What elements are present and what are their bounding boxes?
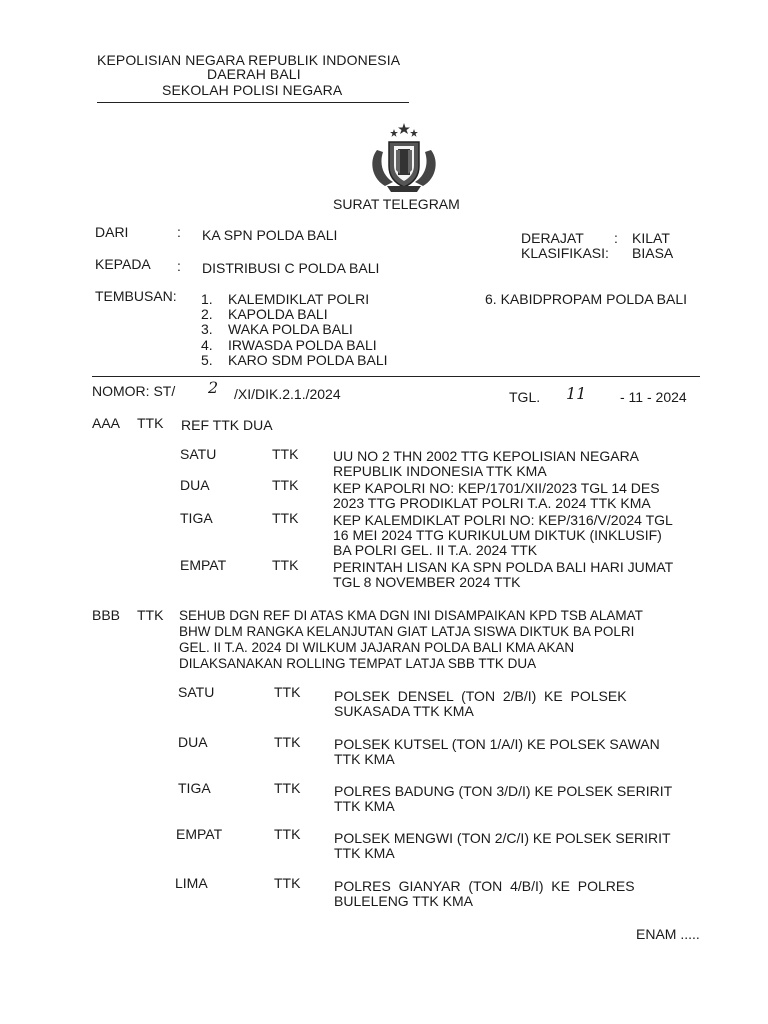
dari-colon: :: [177, 224, 181, 240]
tembusan-num: 1.: [201, 291, 213, 307]
item-line: TTK KMA: [334, 798, 395, 814]
item-ttk: TTK: [272, 557, 299, 573]
item-line: UU NO 2 THN 2002 TTG KEPOLISIAN NEGARA: [333, 448, 640, 464]
nomor-suffix: /XI/DIK.2.1./2024: [234, 386, 341, 402]
kepada-colon: :: [177, 258, 181, 274]
item-line: POLSEK MENGWI (TON 2/C/I) KE POLSEK SERIRIT: [334, 830, 671, 846]
kepada-value: DISTRIBUSI C POLDA BALI: [202, 260, 380, 276]
section-aaa-title: REF TTK DUA: [181, 417, 273, 433]
tembusan-num: 2.: [201, 306, 213, 322]
dari-label: DARI: [95, 224, 129, 240]
item-ttk: TTK: [274, 826, 301, 842]
nomor-label: NOMOR: ST/: [92, 383, 176, 399]
section-aaa-head: AAA: [92, 415, 121, 431]
polri-emblem-icon: [363, 120, 445, 196]
item-label: SATU: [180, 446, 217, 462]
tembusan-item: KALEMDIKLAT POLRI: [228, 291, 370, 307]
derajat-label: DERAJAT: [521, 230, 584, 246]
section-bbb-head: BBB: [92, 607, 121, 623]
tgl-rest: - 11 - 2024: [620, 389, 687, 405]
item-line: TTK KMA: [334, 845, 395, 861]
meta-divider: [92, 376, 700, 377]
item-ttk: TTK: [272, 477, 299, 493]
tembusan-item: KARO SDM POLDA BALI: [228, 352, 388, 368]
item-line: 2023 TTG PRODIKLAT POLRI T.A. 2024 TTK KMA: [333, 495, 651, 511]
institution-line-2: DAERAH BALI: [207, 66, 301, 82]
item-line: BULELENG TTK KMA: [334, 893, 474, 909]
bbb-paragraph-line: SEHUB DGN REF DI ATAS KMA DGN INI DISAMPAIKAN KPD TSB ALAMAT: [179, 608, 643, 623]
bbb-paragraph-line: GEL. II T.A. 2024 DI WILKUM JAJARAN POLDA BALI KMA AKAN: [179, 640, 575, 655]
bbb-paragraph-line: DILAKSANAKAN ROLLING TEMPAT LATJA SBB TTK DUA: [179, 656, 537, 671]
item-line: TTK KMA: [334, 751, 395, 767]
dari-value: KA SPN POLDA BALI: [202, 227, 338, 243]
item-line: BA POLRI GEL. II T.A. 2024 TTK: [333, 542, 538, 558]
item-line: SUKASADA TTK KMA: [334, 703, 474, 719]
tembusan-item-6: 6. KABIDPROPAM POLDA BALI: [485, 291, 688, 307]
section-bbb-ttk: TTK: [137, 607, 164, 623]
item-line: KEP KALEMDIKLAT POLRI NO: KEP/316/V/2024 TGL: [333, 512, 673, 528]
item-label: TIGA: [180, 510, 213, 526]
item-line: POLRES BADUNG (TON 3/D/I) KE POLSEK SERIRIT: [334, 783, 673, 799]
klasifikasi-value: BIASA: [632, 245, 674, 261]
section-aaa-ttk: TTK: [137, 415, 164, 431]
tgl-day-handwritten: 11: [566, 384, 587, 403]
item-line: REPUBLIK INDONESIA TTK KMA: [333, 463, 547, 479]
item-label: LIMA: [175, 875, 208, 891]
item-ttk: TTK: [272, 446, 299, 462]
continued-next-page: ENAM .....: [636, 926, 700, 942]
item-line: KEP KAPOLRI NO: KEP/1701/XII/2023 TGL 14 DES: [333, 480, 660, 496]
derajat-colon: :: [614, 230, 618, 246]
kepada-label: KEPADA: [95, 256, 151, 272]
tembusan-item: KAPOLDA BALI: [228, 306, 328, 322]
item-line: PERINTAH LISAN KA SPN POLDA BALI HARI JUMAT: [333, 559, 674, 575]
document-title: SURAT TELEGRAM: [333, 196, 460, 212]
tgl-label: TGL.: [509, 389, 541, 405]
letterhead-underline: [97, 102, 409, 103]
item-line: 16 MEI 2024 TTG KURIKULUM DIKTUK (INKLUSIF): [333, 527, 662, 543]
item-label: DUA: [178, 734, 208, 750]
item-ttk: TTK: [272, 510, 299, 526]
item-line: POLRES GIANYAR (TON 4/B/I) KE POLRES: [334, 878, 635, 894]
item-ttk: TTK: [274, 875, 301, 891]
tembusan-label: TEMBUSAN:: [95, 288, 177, 304]
item-ttk: TTK: [274, 684, 301, 700]
item-line: TGL 8 NOVEMBER 2024 TTK: [333, 574, 521, 590]
bbb-paragraph-line: BHW DLM RANGKA KELANJUTAN GIAT LATJA SISWA DIKTUK BA POLRI: [179, 624, 635, 639]
derajat-value: KILAT: [632, 230, 670, 246]
item-label: TIGA: [178, 780, 211, 796]
item-label: EMPAT: [176, 826, 223, 842]
klasifikasi-label: KLASIFIKASI:: [521, 245, 609, 261]
item-ttk: TTK: [274, 734, 301, 750]
tembusan-num: 4.: [201, 337, 213, 353]
institution-line-3: SEKOLAH POLISI NEGARA: [162, 82, 343, 98]
item-label: SATU: [178, 684, 215, 700]
tembusan-num: 5.: [201, 352, 213, 368]
item-label: DUA: [180, 477, 210, 493]
item-line: POLSEK KUTSEL (TON 1/A/I) KE POLSEK SAWAN: [334, 736, 660, 752]
tembusan-num: 3.: [201, 321, 213, 337]
tembusan-item: IRWASDA POLDA BALI: [228, 337, 377, 353]
item-ttk: TTK: [274, 780, 301, 796]
item-label: EMPAT: [180, 557, 227, 573]
tembusan-item: WAKA POLDA BALI: [228, 321, 353, 337]
nomor-handwritten: 2: [208, 378, 219, 397]
item-line: POLSEK DENSEL (TON 2/B/I) KE POLSEK: [334, 688, 627, 704]
institution-line-1: KEPOLISIAN NEGARA REPUBLIK INDONESIA: [97, 52, 401, 68]
